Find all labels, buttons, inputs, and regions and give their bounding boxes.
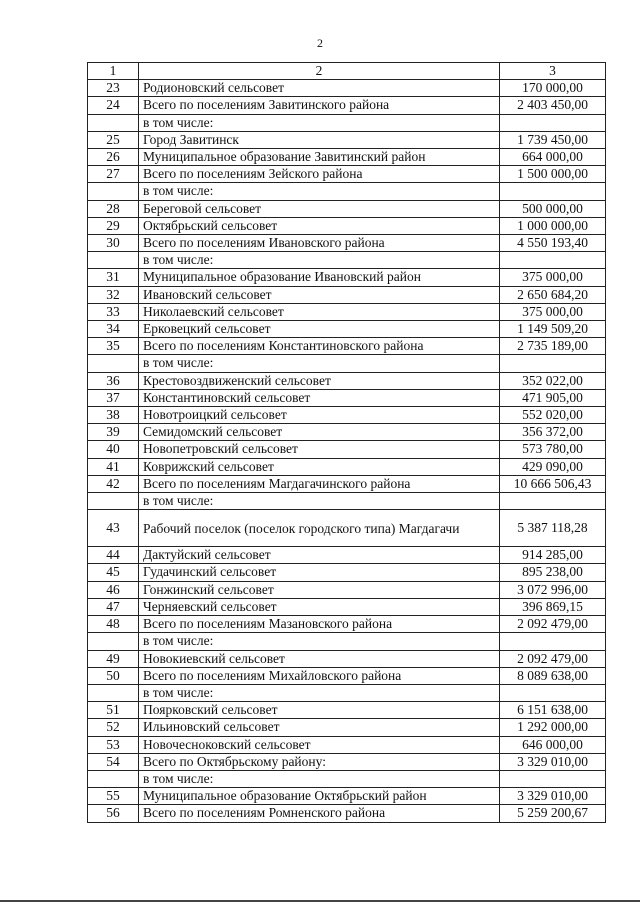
table-row (88, 684, 606, 701)
table-row (88, 131, 606, 148)
table-row (88, 736, 606, 753)
table-row (88, 719, 606, 736)
row-name: в том числе: (139, 684, 500, 701)
budget-table (87, 62, 606, 823)
row-name: Николаевский сельсовет (139, 303, 500, 320)
column-header-number: 1 (88, 63, 139, 80)
row-name: в том числе: (139, 183, 500, 200)
row-name: Новочесноковский сельсовет (139, 736, 500, 753)
row-number (88, 770, 139, 787)
table-row (88, 372, 606, 389)
row-amount: 352 022,00 (500, 372, 606, 389)
row-amount: 5 259 200,67 (500, 805, 606, 822)
row-amount: 5 387 118,28 (500, 510, 606, 547)
row-number (88, 493, 139, 510)
row-number: 55 (88, 788, 139, 805)
row-number: 44 (88, 547, 139, 564)
row-number: 34 (88, 321, 139, 338)
row-number: 32 (88, 286, 139, 303)
table-row (88, 355, 606, 372)
row-number: 47 (88, 598, 139, 615)
row-name: в том числе: (139, 493, 500, 510)
table-row (88, 616, 606, 633)
row-name: Всего по поселениям Зейского района (139, 166, 500, 183)
row-amount: 573 780,00 (500, 441, 606, 458)
row-number: 42 (88, 475, 139, 492)
row-number (88, 183, 139, 200)
row-name: Муниципальное образование Ивановский район (139, 269, 500, 286)
row-amount: 552 020,00 (500, 407, 606, 424)
row-number: 23 (88, 80, 139, 97)
row-amount: 2 092 479,00 (500, 616, 606, 633)
row-number: 41 (88, 458, 139, 475)
table-row (88, 321, 606, 338)
row-amount: 2 735 189,00 (500, 338, 606, 355)
row-name: Муниципальное образование Октябрьский район (139, 788, 500, 805)
table-row (88, 581, 606, 598)
row-amount (500, 252, 606, 269)
row-number: 40 (88, 441, 139, 458)
row-number (88, 355, 139, 372)
row-amount: 2 650 684,20 (500, 286, 606, 303)
table-row (88, 475, 606, 492)
row-amount (500, 114, 606, 131)
column-header-name: 2 (139, 63, 500, 80)
row-name: Поярковский сельсовет (139, 702, 500, 719)
row-name: Рабочий поселок (поселок городского типа) Магдагачи (139, 510, 500, 547)
row-name: Новопетровский сельсовет (139, 441, 500, 458)
row-amount: 914 285,00 (500, 547, 606, 564)
table-row (88, 547, 606, 564)
row-name: Береговой сельсовет (139, 200, 500, 217)
row-name: Родионовский сельсовет (139, 80, 500, 97)
row-number: 28 (88, 200, 139, 217)
row-number: 37 (88, 389, 139, 406)
row-name: Октябрьский сельсовет (139, 217, 500, 234)
row-number: 48 (88, 616, 139, 633)
table-row (88, 303, 606, 320)
table-row (88, 338, 606, 355)
row-number: 29 (88, 217, 139, 234)
row-name: Всего по поселениям Ивановского района (139, 235, 500, 252)
table-row (88, 166, 606, 183)
row-amount: 8 089 638,00 (500, 667, 606, 684)
row-name: Ивановский сельсовет (139, 286, 500, 303)
row-number: 50 (88, 667, 139, 684)
row-amount: 170 000,00 (500, 80, 606, 97)
row-name: Всего по поселениям Мазановского района (139, 616, 500, 633)
table-row (88, 702, 606, 719)
table-row (88, 805, 606, 822)
row-name: Новотроицкий сельсовет (139, 407, 500, 424)
row-name: Новокиевский сельсовет (139, 650, 500, 667)
row-amount (500, 633, 606, 650)
row-amount: 664 000,00 (500, 149, 606, 166)
row-amount (500, 770, 606, 787)
row-amount: 1 149 509,20 (500, 321, 606, 338)
row-name: Всего по поселениям Константиновского района (139, 338, 500, 355)
table-row (88, 598, 606, 615)
row-number: 39 (88, 424, 139, 441)
row-name: в том числе: (139, 770, 500, 787)
row-name: Константиновский сельсовет (139, 389, 500, 406)
row-amount: 895 238,00 (500, 564, 606, 581)
table-row (88, 269, 606, 286)
row-number: 56 (88, 805, 139, 822)
row-amount: 3 329 010,00 (500, 788, 606, 805)
table-row (88, 770, 606, 787)
table-row (88, 407, 606, 424)
table-header-row (88, 63, 606, 80)
row-number: 31 (88, 269, 139, 286)
table-row (88, 97, 606, 114)
row-name: Черняевский сельсовет (139, 598, 500, 615)
table-row (88, 200, 606, 217)
table-row (88, 667, 606, 684)
row-name: в том числе: (139, 252, 500, 269)
row-number: 46 (88, 581, 139, 598)
row-number: 49 (88, 650, 139, 667)
row-amount: 2 403 450,00 (500, 97, 606, 114)
row-name: Муниципальное образование Завитинский район (139, 149, 500, 166)
row-name: Всего по поселениям Магдагачинского района (139, 475, 500, 492)
table-row (88, 510, 606, 547)
row-name: Город Завитинск (139, 131, 500, 148)
row-name: Всего по поселениям Михайловского района (139, 667, 500, 684)
row-amount: 375 000,00 (500, 269, 606, 286)
table-row (88, 235, 606, 252)
row-number: 38 (88, 407, 139, 424)
row-name: Всего по поселениям Завитинского района (139, 97, 500, 114)
row-name: Всего по Октябрьскому району: (139, 753, 500, 770)
row-name: в том числе: (139, 114, 500, 131)
row-number: 36 (88, 372, 139, 389)
row-number: 26 (88, 149, 139, 166)
row-amount: 3 072 996,00 (500, 581, 606, 598)
row-amount: 1 000 000,00 (500, 217, 606, 234)
row-number: 54 (88, 753, 139, 770)
row-name: Семидомский сельсовет (139, 424, 500, 441)
table-row (88, 252, 606, 269)
row-name: Гонжинский сельсовет (139, 581, 500, 598)
row-name: Ерковецкий сельсовет (139, 321, 500, 338)
row-number: 43 (88, 510, 139, 547)
row-name: Коврижский сельсовет (139, 458, 500, 475)
row-name: Дактуйский сельсовет (139, 547, 500, 564)
row-number: 25 (88, 131, 139, 148)
column-header-amount: 3 (500, 63, 606, 80)
scan-bottom-edge (0, 900, 640, 902)
row-number (88, 114, 139, 131)
table-row (88, 424, 606, 441)
row-amount (500, 355, 606, 372)
row-number (88, 684, 139, 701)
table-row (88, 650, 606, 667)
row-number: 53 (88, 736, 139, 753)
table-row (88, 753, 606, 770)
row-amount: 1 500 000,00 (500, 166, 606, 183)
table-row (88, 788, 606, 805)
table-row (88, 441, 606, 458)
row-amount: 1 292 000,00 (500, 719, 606, 736)
row-name: Ильиновский сельсовет (139, 719, 500, 736)
table-row (88, 183, 606, 200)
row-number: 52 (88, 719, 139, 736)
row-amount (500, 183, 606, 200)
row-number: 45 (88, 564, 139, 581)
row-number (88, 633, 139, 650)
row-name: Всего по поселениям Ромненского района (139, 805, 500, 822)
row-name: Крестовоздвиженский сельсовет (139, 372, 500, 389)
row-amount: 396 869,15 (500, 598, 606, 615)
row-amount: 4 550 193,40 (500, 235, 606, 252)
table-row (88, 633, 606, 650)
row-amount: 356 372,00 (500, 424, 606, 441)
table-row (88, 389, 606, 406)
row-number (88, 252, 139, 269)
row-number: 24 (88, 97, 139, 114)
row-amount: 375 000,00 (500, 303, 606, 320)
row-amount: 6 151 638,00 (500, 702, 606, 719)
row-number: 35 (88, 338, 139, 355)
row-amount: 2 092 479,00 (500, 650, 606, 667)
table-row (88, 493, 606, 510)
row-amount: 500 000,00 (500, 200, 606, 217)
row-amount: 471 905,00 (500, 389, 606, 406)
page-number: 2 (317, 36, 323, 50)
row-number: 27 (88, 166, 139, 183)
table-row (88, 80, 606, 97)
table-row (88, 149, 606, 166)
row-amount: 3 329 010,00 (500, 753, 606, 770)
row-amount (500, 493, 606, 510)
table-row (88, 564, 606, 581)
row-number: 51 (88, 702, 139, 719)
table-row (88, 217, 606, 234)
row-number: 33 (88, 303, 139, 320)
row-amount: 1 739 450,00 (500, 131, 606, 148)
table-row (88, 114, 606, 131)
row-number: 30 (88, 235, 139, 252)
row-amount: 429 090,00 (500, 458, 606, 475)
row-name: Гудачинский сельсовет (139, 564, 500, 581)
row-name: в том числе: (139, 633, 500, 650)
table-row (88, 458, 606, 475)
row-name: в том числе: (139, 355, 500, 372)
row-amount: 646 000,00 (500, 736, 606, 753)
row-amount: 10 666 506,43 (500, 475, 606, 492)
row-amount (500, 684, 606, 701)
table-row (88, 286, 606, 303)
